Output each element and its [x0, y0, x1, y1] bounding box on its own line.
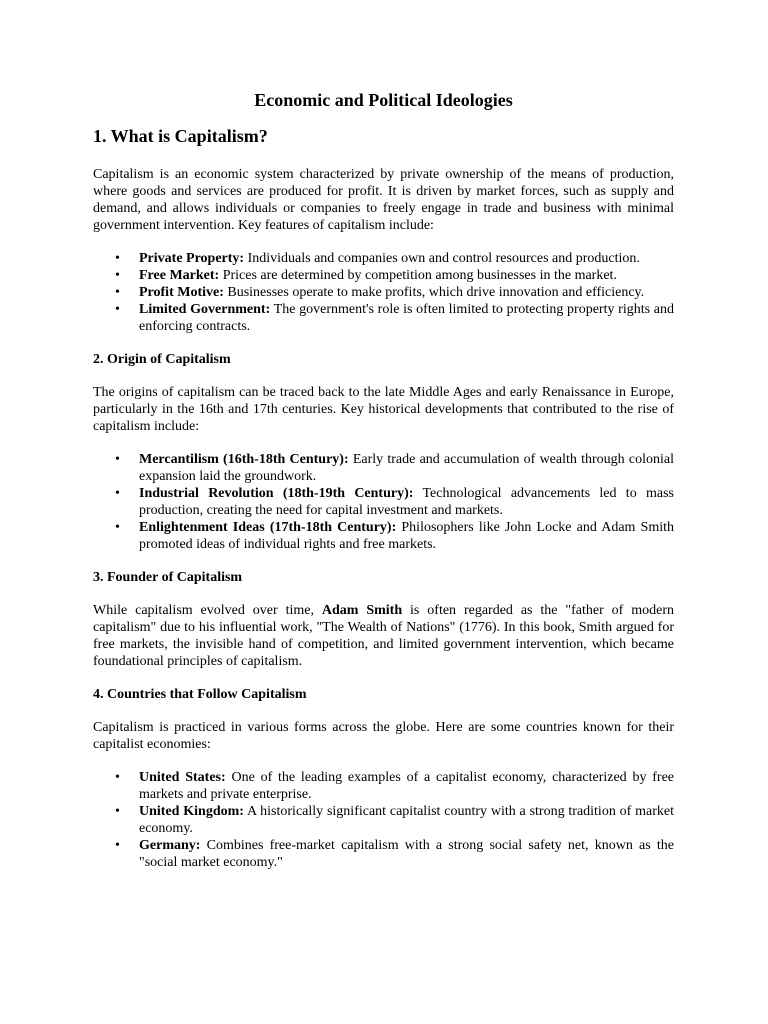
bullet: • — [115, 302, 120, 317]
bullet: • — [115, 770, 120, 785]
list-item-text: One of the leading examples of a capitalist economy, characterized by free markets and private enterprise. — [139, 770, 675, 802]
document-title: Economic and Political Ideologies — [254, 90, 513, 110]
section-3-text-after: is often regarded as the "father of modern capitalism" due to his influential work, "The Wealth of Nations" (1776). In this book, Smith argued for free markets, the invisible hand of competition, and limited government intervention, which became foundational principles of capitalism. — [93, 603, 674, 669]
list-item-term: United States: — [139, 770, 226, 785]
section-2-intro: The origins of capitalism can be traced back to the late Middle Ages and early Renaissance in Europe, particularly in the 16th and 17th centuries. Key historical developments that contributed to the rise of capitalism include: — [93, 385, 674, 434]
list-item-text: Early trade and accumulation of wealth through colonial expansion laid the groundwork. — [139, 452, 674, 484]
list-item-term: Limited Government: — [139, 302, 271, 317]
list-item-text: Prices are determined by competition among businesses in the market. — [219, 268, 617, 283]
bullet: • — [115, 486, 120, 501]
section-3-text-before: While capitalism evolved over time, — [93, 603, 322, 618]
list-item-term: Private Property: — [139, 251, 245, 266]
list-item — [115, 519, 674, 553]
list-item — [115, 837, 674, 871]
list-item — [115, 267, 674, 284]
section-2-heading: 2. Origin of Capitalism — [93, 352, 231, 367]
section-2-list — [93, 451, 674, 553]
document-content — [93, 88, 674, 887]
list-item-term: Enlightenment Ideas (17th-18th Century): — [139, 520, 397, 535]
section-4-heading: 4. Countries that Follow Capitalism — [93, 687, 307, 702]
section-1-list — [93, 250, 674, 335]
bullet: • — [115, 268, 120, 283]
list-item-term: United Kingdom: — [139, 804, 244, 819]
list-item — [115, 485, 674, 519]
bullet: • — [115, 452, 120, 467]
list-item-term: Free Market: — [139, 268, 220, 283]
list-item-term: Industrial Revolution (18th-19th Century): — [139, 486, 414, 501]
section-3-paragraph — [93, 602, 674, 670]
list-item-text: A historically significant capitalist country with a strong tradition of market economy. — [139, 804, 674, 836]
list-item-text: Businesses operate to make profits, which drive innovation and efficiency. — [223, 285, 645, 300]
section-3-heading: 3. Founder of Capitalism — [93, 570, 243, 585]
bullet: • — [115, 285, 120, 300]
bullet: • — [115, 251, 120, 266]
list-item-text: Individuals and companies own and control resources and production. — [244, 251, 640, 266]
list-item-text: The government's role is often limited to protecting property rights and enforcing contracts. — [139, 302, 674, 334]
bullet: • — [115, 838, 120, 853]
list-item — [115, 769, 675, 803]
list-item-text: Combines free-market capitalism with a strong social safety net, known as the "social market economy." — [139, 838, 674, 870]
list-item — [115, 803, 674, 837]
section-1-heading: 1. What is Capitalism? — [93, 126, 268, 146]
founder-name: Adam Smith — [321, 603, 403, 618]
section-4-intro: Capitalism is practiced in various forms across the globe. Here are some countries known for their capitalist economies: — [93, 720, 674, 752]
section-4-list — [93, 769, 674, 871]
list-item — [115, 301, 674, 335]
list-item-text: Philosophers like John Locke and Adam Smith promoted ideas of individual rights and free markets. — [139, 520, 674, 552]
bullet: • — [115, 520, 120, 535]
bullet: • — [115, 804, 120, 819]
list-item-term: Germany: — [139, 838, 201, 853]
section-1-intro: Capitalism is an economic system characterized by private ownership of the means of production, where goods and services are produced for profit. It is driven by market forces, such as supply and demand, and allows individuals or companies to freely engage in trade and business with minimal government intervention. Key features of capitalism include: — [93, 167, 674, 233]
list-item — [115, 451, 674, 485]
list-item — [115, 284, 674, 301]
list-item-term: Mercantilism (16th-18th Century): — [139, 452, 349, 467]
list-item-term: Profit Motive: — [139, 285, 224, 300]
list-item — [115, 250, 674, 267]
list-item-text: Technological advancements led to mass production, creating the need for capital investment and markets. — [139, 486, 674, 518]
